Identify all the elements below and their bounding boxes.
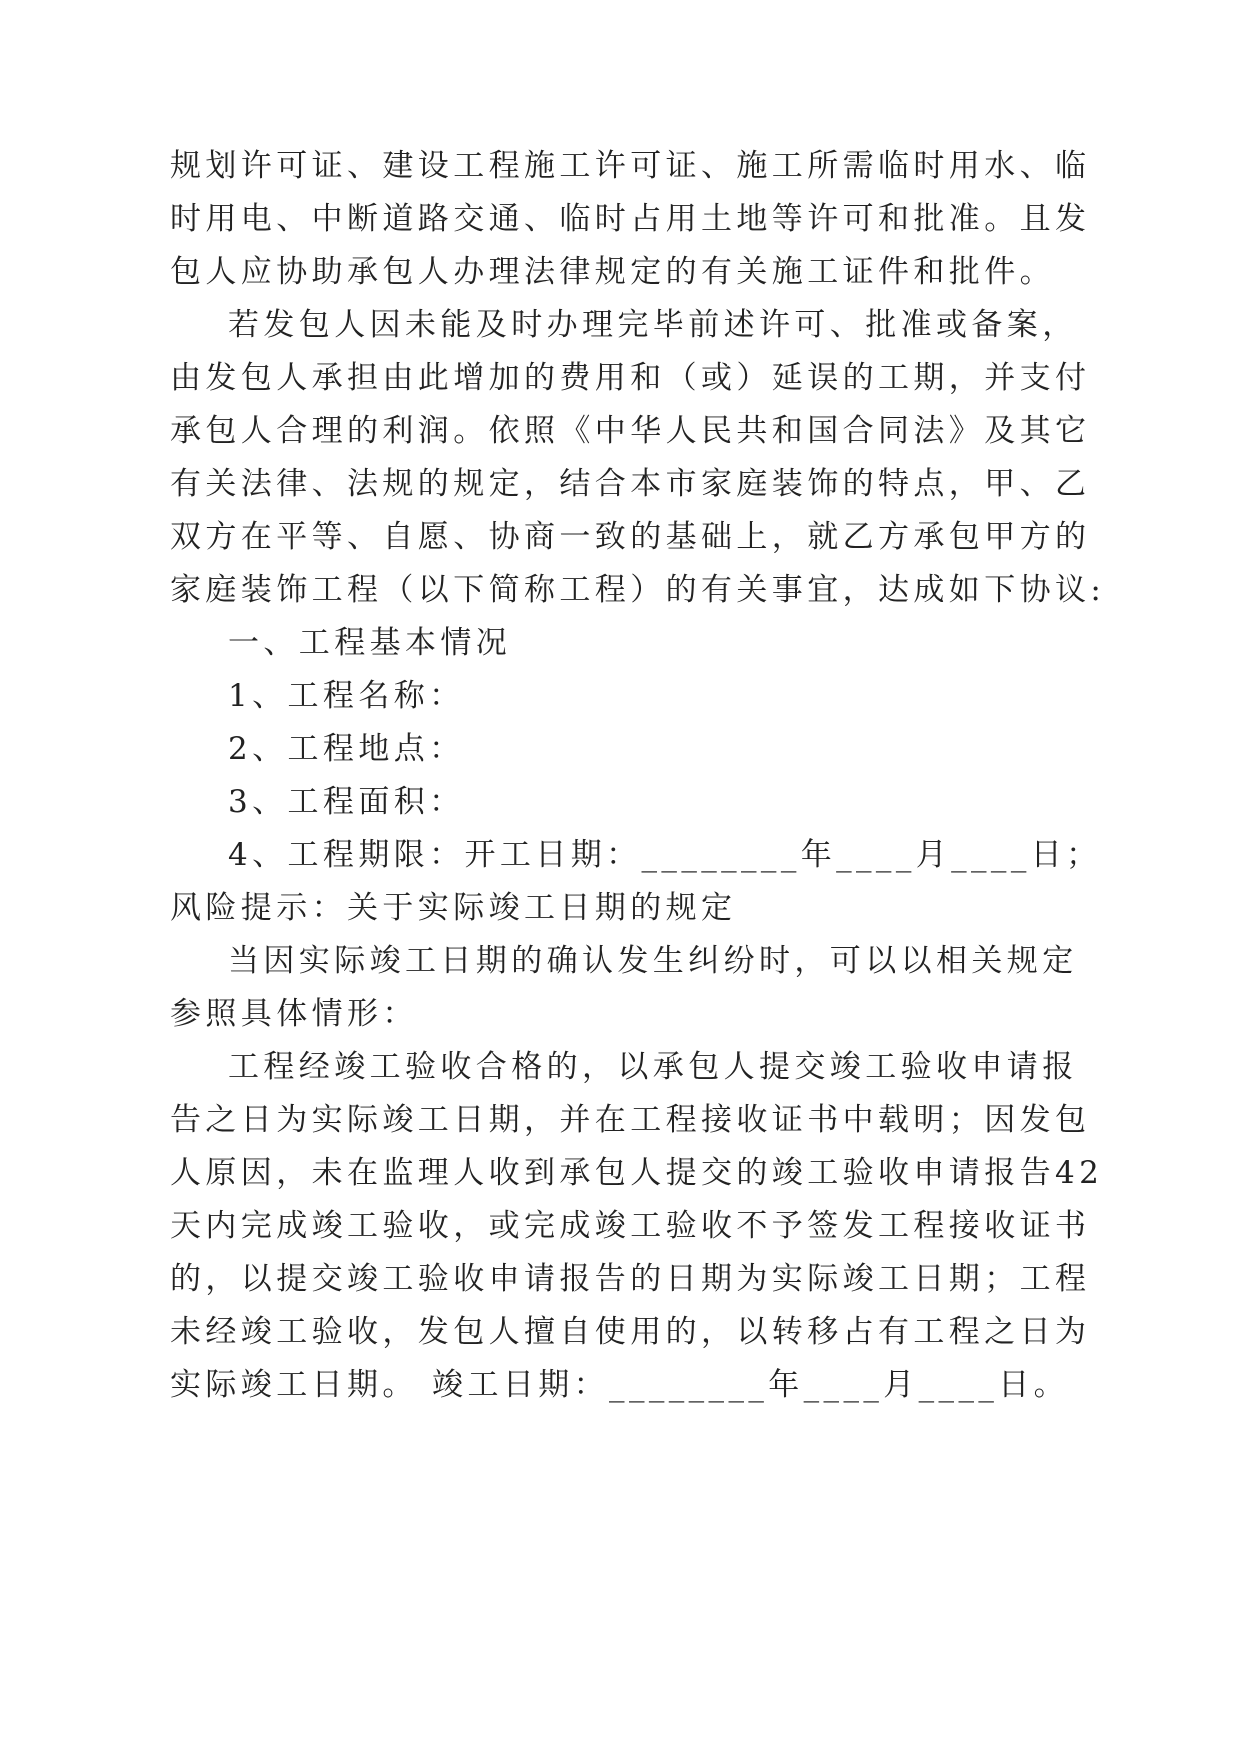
text-line-4: 若发包人因未能及时办理完毕前述许可、批准或备案， [228, 307, 1078, 343]
text-line-9: 家庭装饰工程（以下简称工程）的有关事宜，达成如下协议: [170, 572, 1106, 608]
section-heading: 一、工程基本情况 [228, 625, 512, 661]
text-line-3: 包人应协助承包人办理法律规定的有关施工证件和批件。 [170, 254, 1055, 290]
text-line-16: 当因实际竣工日期的确认发生纠纷时，可以以相关规定 [228, 943, 1078, 979]
text-line-1: 规划许可证、建设工程施工许可证、施工所需临时用水、临 [170, 148, 1091, 184]
text-line-7: 有关法律、法规的规定，结合本市家庭装饰的特点，甲、乙 [170, 466, 1091, 502]
text-line-2: 时用电、中断道路交通、临时占用土地等许可和批准。且发 [170, 201, 1091, 237]
text-line-19: 告之日为实际竣工日期，并在工程接收证书中载明；因发包 [170, 1102, 1091, 1138]
text-line-17: 参照具体情形： [170, 996, 418, 1032]
item-project-location: 2、工程地点： [228, 731, 465, 767]
item-project-period: 4、工程期限：开工日期：________年____月____日； [228, 837, 1102, 873]
text-line-23: 未经竣工验收，发包人擅自使用的，以转移占有工程之日为 [170, 1314, 1091, 1350]
item-project-area: 3、工程面积： [228, 784, 465, 820]
text-line-20: 人原因，未在监理人收到承包人提交的竣工验收申请报告42 [170, 1155, 1104, 1191]
text-line-6: 承包人合理的利润。依照《中华人民共和国合同法》及其它 [170, 413, 1091, 449]
text-line-24: 实际竣工日期。 竣工日期：________年____月____日。 [170, 1367, 1070, 1403]
text-line-18: 工程经竣工验收合格的，以承包人提交竣工验收申请报 [228, 1049, 1078, 1085]
text-line-5: 由发包人承担由此增加的费用和（或）延误的工期，并支付 [170, 360, 1091, 396]
text-line-21: 天内完成竣工验收，或完成竣工验收不予签发工程接收证书 [170, 1208, 1091, 1244]
text-line-22: 的，以提交竣工验收申请报告的日期为实际竣工日期；工程 [170, 1261, 1091, 1297]
text-line-8: 双方在平等、自愿、协商一致的基础上，就乙方承包甲方的 [170, 519, 1091, 555]
risk-notice-title: 风险提示：关于实际竣工日期的规定 [170, 890, 737, 926]
item-project-name: 1、工程名称： [228, 678, 465, 714]
